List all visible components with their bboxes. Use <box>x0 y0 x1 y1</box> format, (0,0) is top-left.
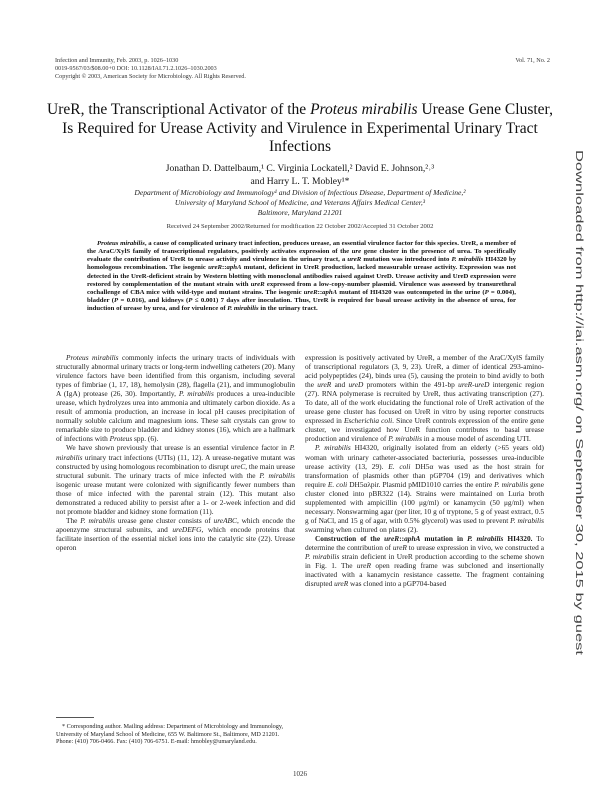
received-dates: Received 24 September 2002/Returned for modification 22 October 2002/Accepted 31 October 2002 <box>166 223 434 230</box>
paragraph: We have shown previously that urease is an essential virulence factor in P. mirabilis urinary tract infections (UTIs) (11, 12). A urease-negative mutant was constructed by using homologous recombination to disrupt ureC, the main urease structural subunit. The urinary tracts of mice infected with the P. mirabilis isogenic urease mutant were colonized with significantly fewer numbers than those of mice infected with the parental strain (12). This mutant also demonstrated a reduced ability to persist after a 1- or 2-week infection and did not promote bladder and kidney stone formation (11). <box>56 443 295 516</box>
footnote-divider <box>56 717 94 718</box>
download-watermark <box>572 150 586 655</box>
journal-citation: Infection and Immunity, Feb. 2003, p. 1026–1030 <box>55 57 179 64</box>
paragraph: Proteus mirabilis commonly infects the urinary tracts of individuals with structurally abnormal urinary tracts or long-term indwelling catheters (20). Many virulence factors have been identified from this organism, including several types of fimbriae (1, 17, 18), hemolysin (28), flagella (21), and immunoglobulin A (IgA) protease (26, 30). Importantly, P. mirabilis produces a urea-inducible urease, which hydrolyzes urea into ammonia and ultimately carbon dioxide. As a result of ammonia production, an increase in local pH causes precipitation of normally soluble calcium and magnesium ions. These salt crystals can grow to remarkable size to produce bladder and kidney stones (16), which are a hallmark of infections with Proteus spp. (6). <box>56 353 295 444</box>
paragraph: expression is positively activated by UreR, a member of the AraC/XylS family of transcriptional regulators (3, 9, 23). UreR, a dimer of identical 293-amino-acid polypeptides (24), binds urea (5), causing the protein to bind avidly to both the ureR and ureD promoters within the 491-bp ureR-ureD intergenic region (27). RNA polymerase is recruited by UreR, thus activating transcription (27). To date, all of the work elucidating the functional role of UreR activation of the urease gene cluster has focused on UreR in vitro by using reporter constructs expressed in Escherichia coli. Since UreR controls expression of the entire gene cluster, we investigated how UreR function contributes to basal urease production and virulence of P. mirabilis in a mouse model of ascending UTI. <box>305 353 545 444</box>
abstract: Proteus mirabilis, a cause of complicated urinary tract infection, produces urease, an essential virulence factor for this species. UreR, a member of the AraC/XylS family of transcriptional regulators, positively activates expression of the ure gene cluster in the presence of urea. To specifically evaluate the contribution of UreR to urease activity and virulence in the urinary tract, a ureR mutation was introduced into P. mirabilis HI4320 by homologous recombination. The isogenic ureR::aphA mutant, deficient in UreR production, lacked measurable urease activity. Expression was not detected in the UreR-deficient strain by Western blotting with monoclonal antibodies raised against UreD. Urease activity and UreD expression were restored by complementation of the mutant strain with ureR expressed from a low-copy-number plasmid. Virulence was assessed by transurethral cochallenge of CBA mice with wild-type and mutant strains. The isogenic ureR::aphA mutant of HI4320 was outcompeted in the urine (P = 0.004), bladder (P = 0.016), and kidneys (P ≤ 0.001) 7 days after inoculation. Thus, UreR is required for basal urease activity in the absence of urea, for induction of urease by urea, and for virulence of P. mirabilis in the urinary tract. <box>87 240 517 313</box>
author-list: Jonathan D. Dattelbaum,¹ C. Virginia Lockatell,² David E. Johnson,²˒³ and Harry L. T. Mobley¹* <box>165 163 435 187</box>
section-heading: Construction of the ureR::aphA mutation in P. mirabilis HI4320. <box>315 533 533 543</box>
running-header <box>55 57 385 81</box>
paragraph: P. mirabilis HI4320, originally isolated from an elderly (>65 years old) woman with urinary catheter-associated bacteriuria, possesses urea-inducible urease activity (13, 29). E. coli DH5α was used as the host strain for transformation of plasmids other than pGP704 (19) and derivatives which require E. coli DH5αλpir. Plasmid pMID1010 carries the entire P. mirabilis gene cluster cloned into pBR322 (14). Strains were maintained on Luria broth supplemented with ampicillin (100 μg/ml) or kanamycin (50 μg/ml) when necessary. Nonswarming agar (per liter, 10 g of tryptone, 5 g of yeast extract, 0.5 g of NaCl, and 15 g of agar, with 0.5% glycerol) was used to prevent P. mirabilis swarming when cultured on plates (2). <box>305 443 545 534</box>
download-watermark-svg <box>572 150 586 655</box>
paragraph: Construction of the ureR::aphA mutation in P. mirabilis HI4320. To determine the contribution of ureR to urease expression in vivo, we constructed a P. mirabilis strain deficient in UreR production according to the scheme shown in Fig. 1. The ureR open reading frame was subcloned and insertionally inactivated with a kanamycin resistance cassette. The fragment containing disrupted ureR was cloned into a pGP704-based <box>305 533 544 589</box>
copyright-line: Copyright © 2003, American Society for Microbiology. All Rights Reserved. <box>55 73 246 80</box>
body-column-right <box>305 353 544 588</box>
article-title: UreR, the Transcriptional Activator of the Proteus mirabilis Urease Gene Cluster, Is Required for Urease Activity and Virulence in Experimental Urinary Tract Infections <box>47 101 553 155</box>
body-column-left <box>56 353 295 552</box>
paragraph: The P. mirabilis urease gene cluster consists of ureABC, which encode the apoenzyme structural subunits, and ureDEFG, which encode proteins that facilitate insertion of the essential nickel ions into the catalytic site (22). Urease operon <box>56 515 296 552</box>
page-number: 1026 <box>293 770 307 778</box>
corresponding-author-footnote: * Corresponding author. Mailing address: Department of Microbiology and Immunology, University of Maryland School of Medicine, 655 W. Baltimore St., Baltimore, MD 21201. Phone: (410) 706-0466. Fax: (410) 706-6751. E-mail: hmobley@umaryland.edu. <box>56 723 284 746</box>
doi-line: 0019-9567/03/$08.00+0 DOI: 10.1128/IAI.71.2.1026–1030.2003 <box>55 65 217 72</box>
download-watermark-text: Downloaded from http://iai.asm.org/ on September 30, 2015 by guest <box>573 150 584 462</box>
volume-label: Vol. 71, No. 2 <box>515 57 550 64</box>
affiliations: Department of Microbiology and Immunology¹ and Division of Infectious Disease, Department of Medicine,² University of Maryland School of Medicine, and Veterans Affairs Medical Center,³ Baltimore, Maryland 21201 <box>134 188 466 217</box>
